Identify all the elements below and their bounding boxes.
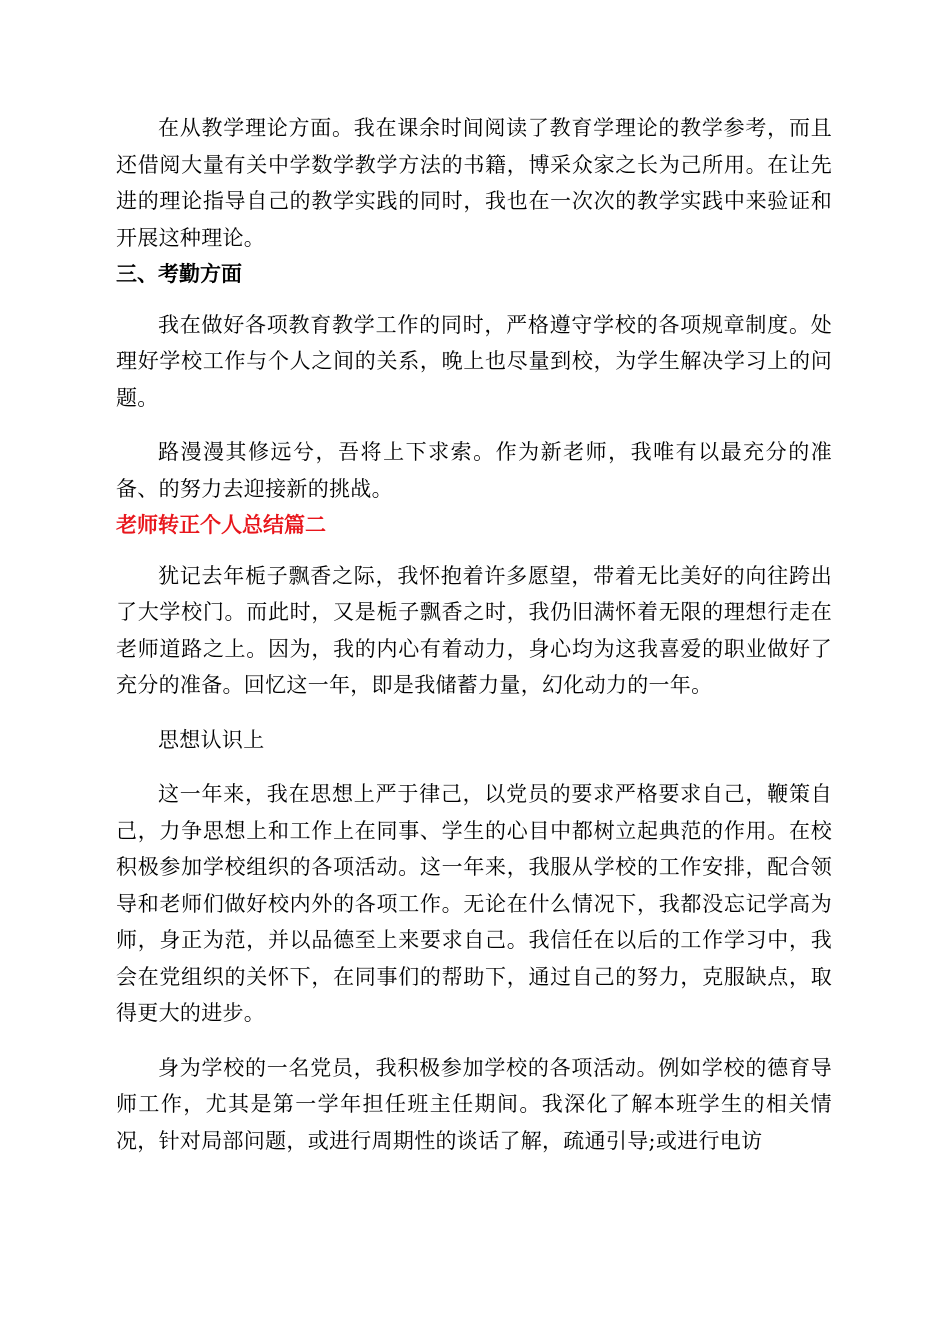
paragraph-teaching-theory: 在从教学理论方面。我在课余时间阅读了教育学理论的教学参考，而且还借阅大量有关中学数学教学方法的书籍，博采众家之长为己所用。在让先进的理论指导自己的教学实践的同时，我也在一次次的教学实践中来验证和开展这种理论。: [116, 116, 832, 250]
subheading-ideology: 思想认识上: [158, 727, 265, 752]
section-heading-attendance: 三、考勤方面: [116, 262, 242, 286]
document-body: [116, 110, 832, 1159]
paragraph-recollection: 犹记去年栀子飘香之际，我怀抱着许多愿望，带着无比美好的向往跨出了大学校门。而此时，又是栀子飘香之时，我仍旧满怀着无限的理想行走在老师道路之上。因为，我的内心有着动力，身心均为这我喜爱的职业做好了充分的准备。回忆这一年，即是我储蓄力量，幻化动力的一年。: [116, 563, 832, 697]
paragraph-party-member: 身为学校的一名党员，我积极参加学校的各项活动。例如学校的德育导师工作，尤其是第一学年担任班主任期间。我深化了解本班学生的相关情况，针对局部问题，或进行周期性的谈话了解，疏通引导;或进行电访: [116, 1055, 832, 1153]
paragraph-closing: 路漫漫其修远兮，吾将上下求索。作为新老师，我唯有以最充分的准备、的努力去迎接新的挑战。: [116, 440, 832, 501]
paragraph-ideology: 这一年来，我在思想上严于律己，以党员的要求严格要求自己，鞭策自己，力争思想上和工作上在同事、学生的心目中都树立起典范的作用。在校积极参加学校组织的各项活动。这一年来，我服从学校的工作安排，配合领导和老师们做好校内外的各项工作。无论在什么情况下，我都没忘记学高为师，身正为范，并以品德至上来要求自己。我信任在以后的工作学习中，我会在党组织的关怀下，在同事们的帮助下，通过自己的努力，克服缺点，取得更大的进步。: [116, 782, 832, 1025]
article-title-part-two: 老师转正个人总结篇二: [116, 513, 326, 537]
paragraph-attendance: 我在做好各项教育教学工作的同时，严格遵守学校的各项规章制度。处理好学校工作与个人之间的关系，晚上也尽量到校，为学生解决学习上的问题。: [116, 312, 832, 410]
